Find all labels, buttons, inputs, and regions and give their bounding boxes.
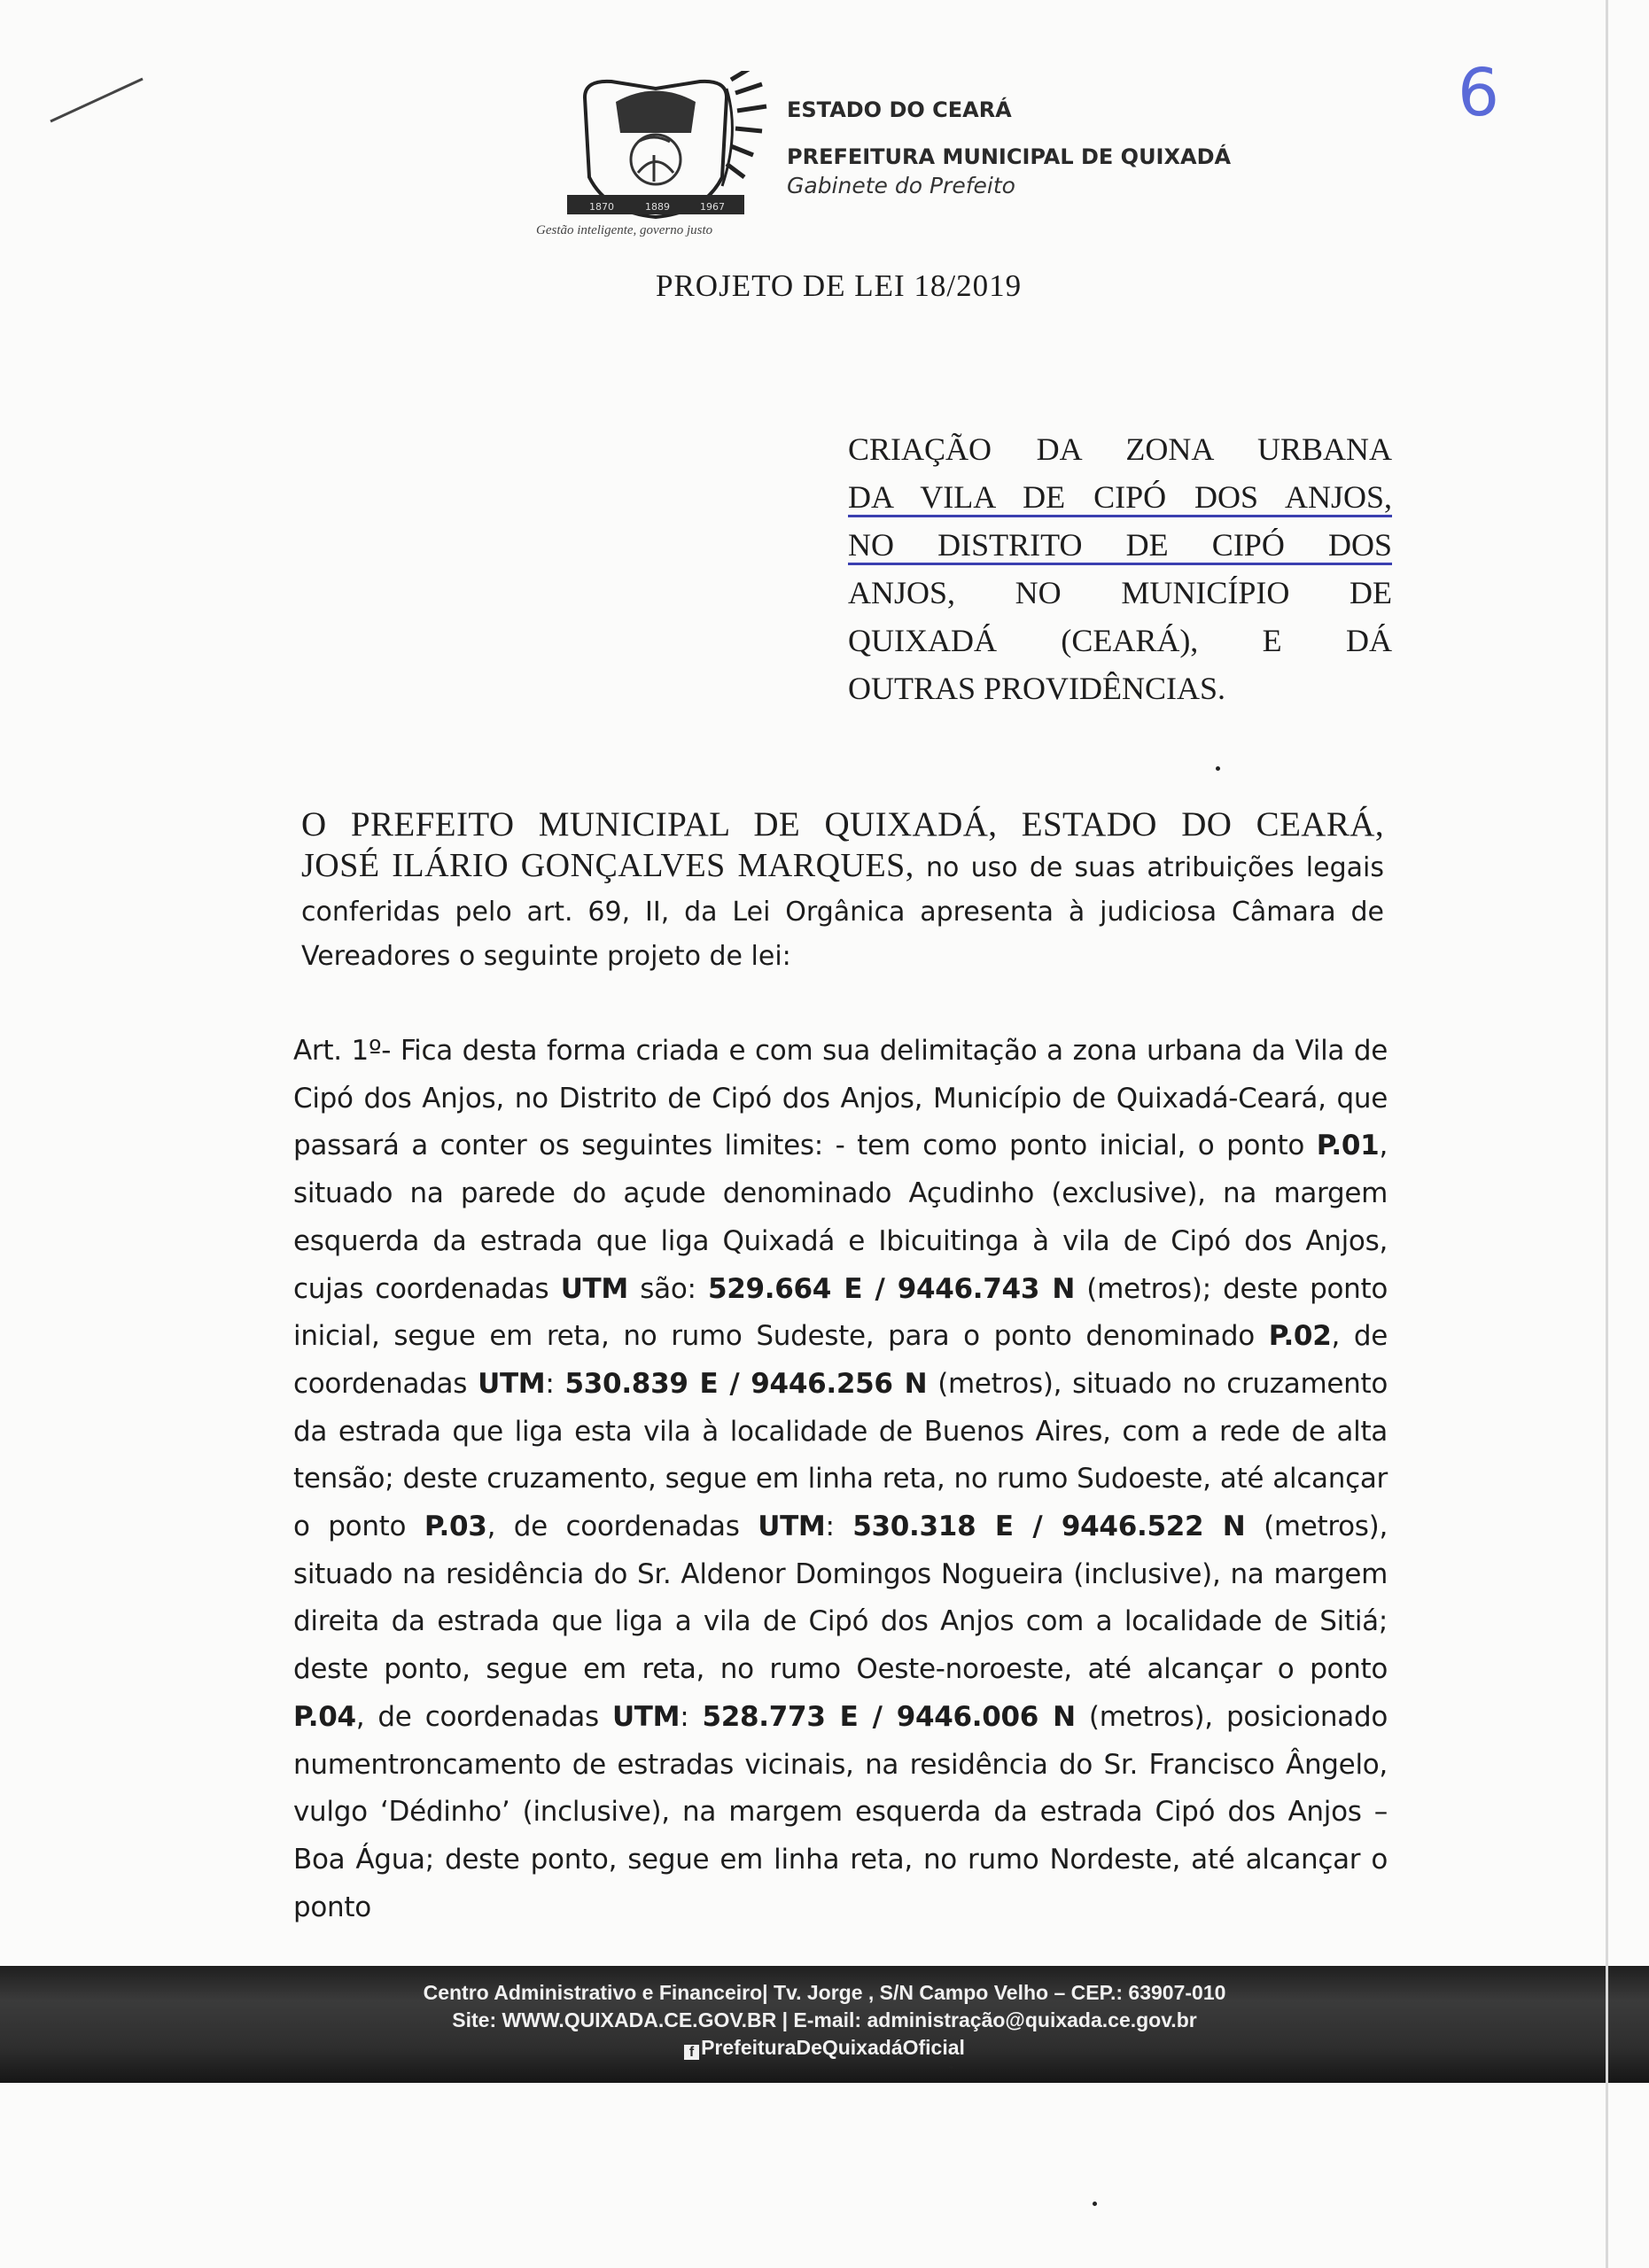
coordinates-p02: 530.839 E / 9446.256 N bbox=[564, 1367, 928, 1400]
preamble-line: O PREFEITO MUNICIPAL DE QUIXADÁ, ESTADO DO CEARÁ, bbox=[301, 805, 1384, 843]
footer-social bbox=[0, 2034, 1649, 2062]
footer-address: Centro Administrativo e Financeiro| Tv. Jorge , S/N Campo Velho – CEP.: 63907-010 bbox=[423, 1981, 1226, 2004]
coordinates-p03: 530.318 E / 9446.522 N bbox=[852, 1511, 1246, 1543]
point-p01: P.01 bbox=[1316, 1130, 1380, 1162]
document-title: PROJETO DE LEI 18/2019 bbox=[656, 268, 1023, 303]
coordinates-p01: 529.664 E / 9446.743 N bbox=[707, 1272, 1075, 1305]
handwritten-page-number: 6 bbox=[1458, 55, 1500, 131]
motto: Gestão inteligente, governo justo bbox=[536, 223, 713, 237]
footer-social-handle: PrefeituraDeQuixadáOficial bbox=[701, 2036, 965, 2059]
scan-speck bbox=[1093, 2202, 1097, 2206]
subject-line: OUTRAS PROVIDÊNCIAS. bbox=[848, 671, 1226, 706]
preamble-rest-a: no uso de suas atribuições bbox=[926, 852, 1295, 883]
coat-of-arms-logo bbox=[549, 71, 771, 230]
seal-year-3: 1967 bbox=[700, 201, 725, 213]
seal-year-1: 1870 bbox=[589, 201, 614, 213]
mayor-name: JOSÉ ILÁRIO GONÇALVES MARQUES, bbox=[301, 847, 914, 884]
bill-subject bbox=[848, 425, 1392, 712]
utm-label: UTM bbox=[611, 1700, 681, 1733]
subject-line: ANJOS, NO MUNICÍPIO DE bbox=[848, 575, 1392, 610]
seal-year-2: 1889 bbox=[645, 201, 670, 213]
footer bbox=[0, 1979, 1649, 2062]
scan-speck bbox=[1216, 766, 1220, 771]
header-prefecture: PREFEITURA MUNICIPAL DE QUIXADÁ bbox=[787, 144, 1232, 169]
pen-mark bbox=[49, 75, 146, 124]
page-edge bbox=[1606, 0, 1608, 2268]
subject-line: CRIAÇÃO DA ZONA URBANA bbox=[848, 431, 1392, 467]
facebook-icon: f bbox=[684, 2045, 699, 2060]
utm-label: UTM bbox=[478, 1367, 546, 1400]
footer-contact: Site: WWW.QUIXADA.CE.GOV.BR | E-mail: administração@quixada.ce.gov.br bbox=[452, 2008, 1197, 2031]
point-p04: P.04 bbox=[293, 1700, 356, 1733]
preamble bbox=[301, 806, 1384, 979]
subject-line: NO DISTRITO DE CIPÓ DOS bbox=[848, 527, 1392, 563]
article-1: Art. 1º- Fica desta forma criada e com sua delimitação a zona urbana da Vila de Cipó dos Anjos, no Distrito de Cipó dos Anjos, Município de Quixadá-Ceará, que passará a conter os seguintes limites: - tem como ponto inicial, o ponto P.01, situado na parede do açude denominado Açudinho (exclusive), na margem esquerda da estrada que liga Quixadá e Ibicuitinga à vila de Cipó dos Anjos, cujas coordenadas UTM são: 529.664 E / 9446.743 N (metros); deste ponto inicial, segue em reta, no rumo Sudeste, para o ponto denominado P.02, de coordenadas UTM: 530.839 E / 9446.256 N (metros), situado no cruzamento da estrada que liga esta vila à localidade de Buenos Aires, com a rede de alta tensão; deste cruzamento, segue em linha reta, no rumo Sudoeste, até alcançar o ponto P.03, de coordenadas UTM: 530.318 E / 9446.522 N (metros), situado na residência do Sr. Aldenor Domingos Nogueira (inclusive), na margem direita da estrada que liga a vila de Cipó dos Anjos com a localidade de Sitiá; deste ponto, segue em reta, no rumo Oeste-noroeste, até alcançar o ponto P.04, de coordenadas UTM: 528.773 E / 9446.006 N (metros), posicionado numentroncamento de estradas vicinais, na residência do Sr. Francisco Ângelo, vulgo ‘Dédinho’ (inclusive), na margem esquerda da estrada Cipó dos Anjos – Boa Água; deste ponto, segue em linha reta, no rumo Nordeste, até alcançar o ponto bbox=[293, 1035, 1388, 1923]
utm-label: UTM bbox=[758, 1511, 826, 1543]
preamble-text bbox=[301, 843, 1384, 979]
header-office: Gabinete do Prefeito bbox=[787, 173, 1015, 198]
preamble-rest-b: legais conferidas pelo art. 69, II, da Lei Orgânica apresenta à judiciosa Câmara de Vereadores o seguinte projeto de lei: bbox=[301, 852, 1384, 972]
coordinates-p04: 528.773 E / 9446.006 N bbox=[702, 1700, 1076, 1733]
scan-speck bbox=[949, 2064, 953, 2069]
utm-label: UTM bbox=[560, 1272, 628, 1305]
point-p03: P.03 bbox=[424, 1511, 487, 1543]
point-p02: P.02 bbox=[1268, 1320, 1332, 1353]
subject-line: QUIXADÁ (CEARÁ), E DÁ bbox=[848, 623, 1392, 658]
header-state: ESTADO DO CEARÁ bbox=[787, 97, 1012, 122]
subject-line: DA VILA DE CIPÓ DOS ANJOS, bbox=[848, 479, 1392, 515]
